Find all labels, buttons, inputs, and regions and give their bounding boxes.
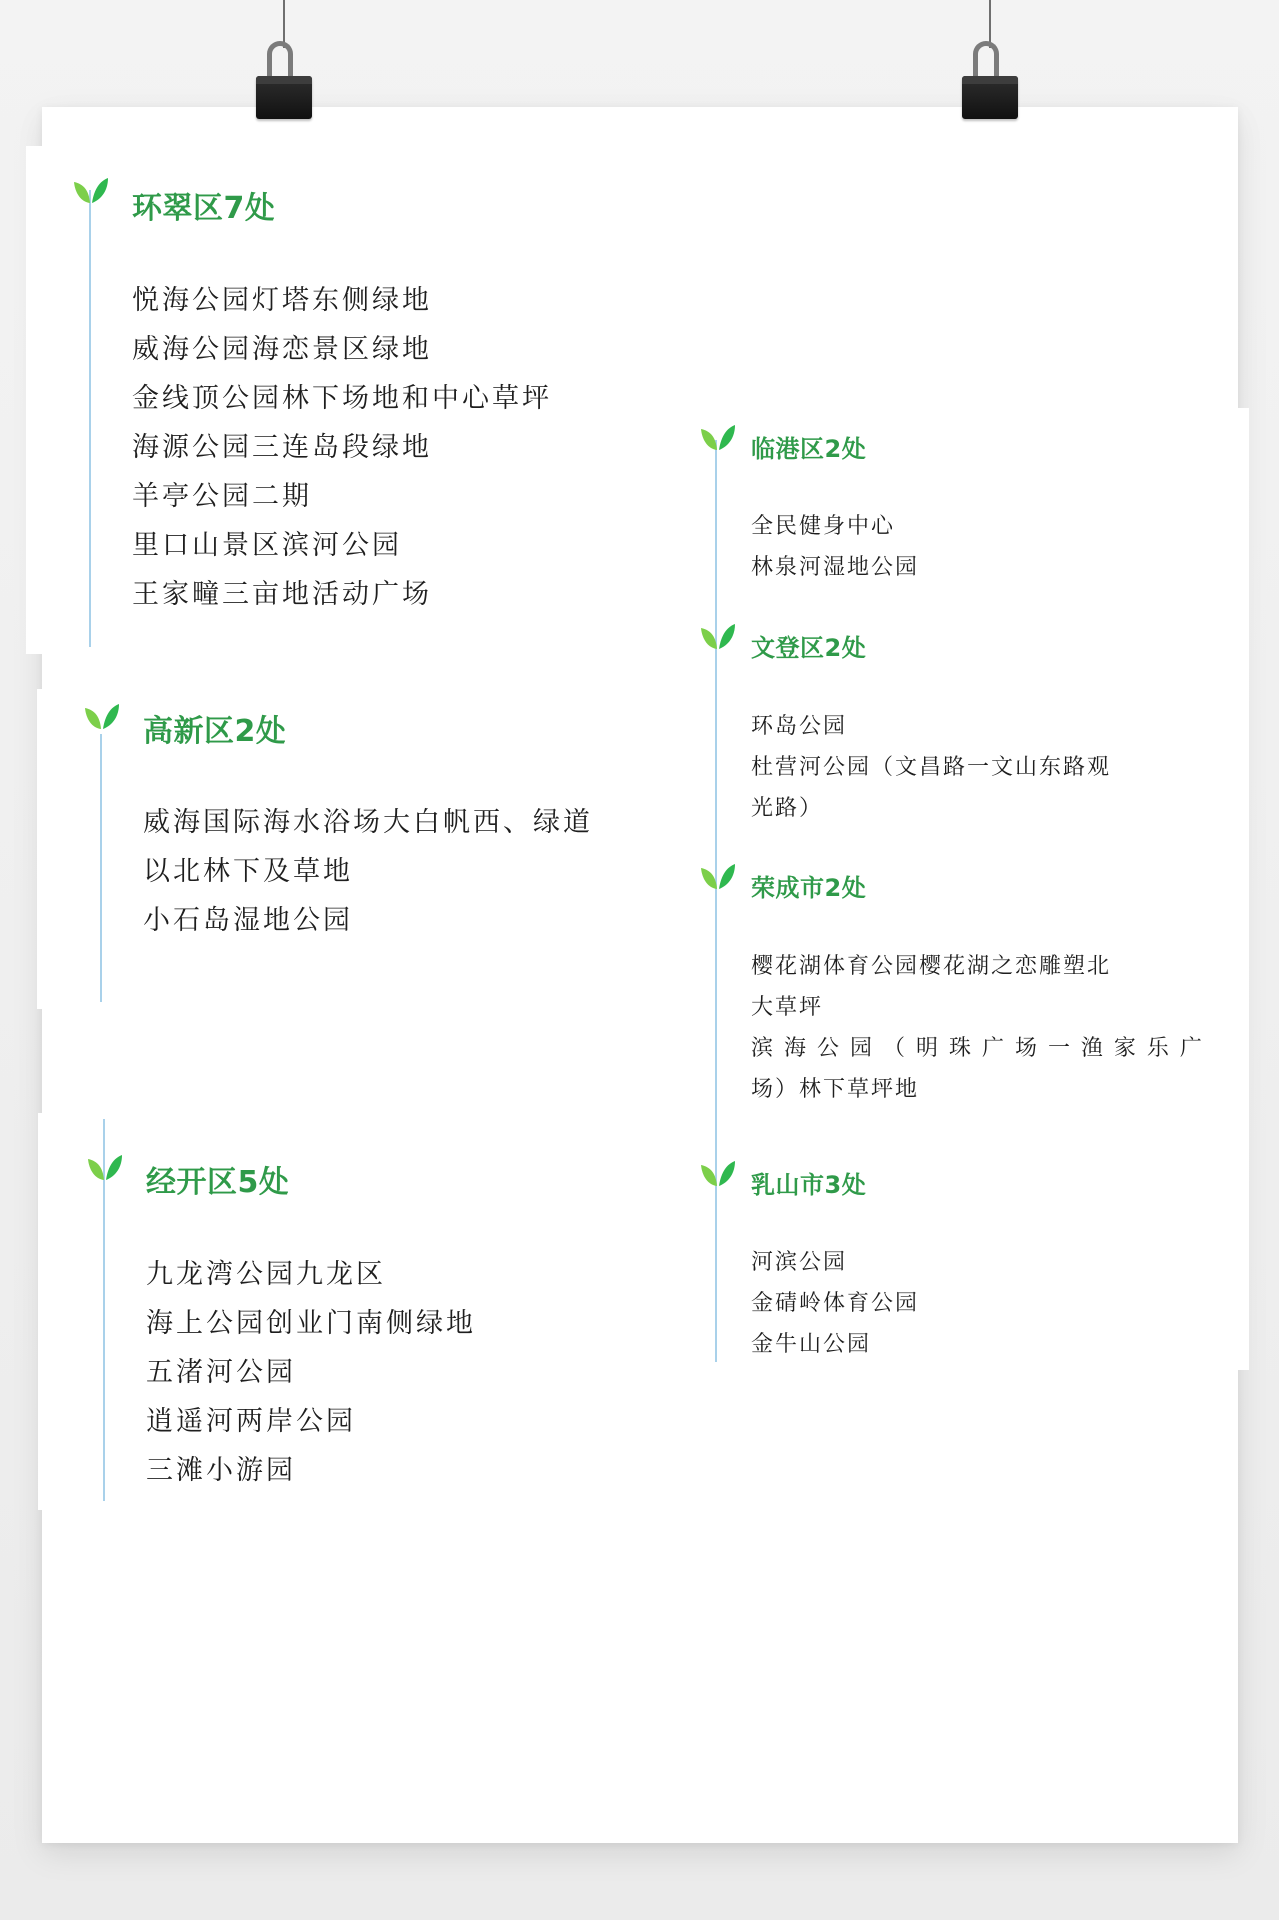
leaf-icon (699, 861, 737, 892)
list-item: 五渚河公园 (146, 1357, 296, 1388)
section-title-huancui: 环翠区7处 (132, 191, 276, 226)
list-huancui (132, 276, 552, 619)
list-item: 林泉河湿地公园 (751, 555, 920, 580)
clip-body (256, 76, 312, 119)
list-item: 以北林下及草地 (143, 856, 353, 887)
list-jingkai (146, 1250, 476, 1495)
clip-ring (973, 41, 999, 77)
section-title-rongcheng: 荣成市2处 (751, 874, 867, 902)
list-item: 威海公园海恋景区绿地 (132, 334, 432, 365)
timeline-right (715, 440, 717, 1362)
section-title-jingkai: 经开区5处 (146, 1165, 290, 1200)
list-item: 威海国际海水浴场大白帆西、绿道 (143, 807, 593, 838)
list-item: 樱花湖体育公园樱花湖之恋雕塑北 (751, 954, 1112, 979)
list-item: 场）林下草坪地 (751, 1077, 920, 1102)
leaf-icon (699, 422, 737, 453)
list-item: 三滩小游园 (146, 1455, 296, 1486)
list-lingang (751, 506, 919, 588)
list-item: 羊亭公园二期 (132, 481, 312, 512)
list-gaoxin (143, 798, 593, 945)
list-rongcheng (751, 946, 1204, 1110)
section-title-gaoxin: 高新区2处 (143, 714, 287, 749)
list-item: 金线顶公园林下场地和中心草坪 (132, 383, 552, 414)
list-wendeng (751, 706, 1111, 829)
timeline-gaoxin (100, 734, 102, 1002)
list-item: 里口山景区滨河公园 (132, 530, 402, 561)
section-title-rushan: 乳山市3处 (751, 1171, 867, 1199)
list-item: 滨 海 公 园 （ 明 珠 广 场 一 渔 家 乐 广 (751, 1036, 1204, 1061)
section-title-lingang: 临港区2处 (751, 435, 867, 463)
binder-clip-icon (252, 0, 316, 124)
list-item: 光路） (751, 796, 824, 821)
list-item: 悦海公园灯塔东侧绿地 (132, 285, 432, 316)
leaf-icon (86, 1152, 124, 1183)
list-item: 海源公园三连岛段绿地 (132, 432, 432, 463)
list-item: 九龙湾公园九龙区 (146, 1259, 386, 1290)
clip-ring (267, 41, 293, 77)
list-item: 环岛公园 (751, 714, 848, 739)
binder-clip-icon (958, 0, 1022, 124)
list-item: 全民健身中心 (751, 514, 896, 539)
list-item: 海上公园创业门南侧绿地 (146, 1308, 476, 1339)
timeline-huancui (89, 190, 91, 647)
list-item: 王家疃三亩地活动广场 (132, 579, 432, 610)
list-rushan (751, 1242, 919, 1365)
list-item: 小石岛湿地公园 (143, 905, 353, 936)
leaf-icon (83, 701, 121, 732)
list-item: 金牛山公园 (751, 1332, 872, 1357)
list-item: 金碃岭体育公园 (751, 1291, 920, 1316)
leaf-icon (699, 621, 737, 652)
clip-body (962, 76, 1018, 119)
list-item: 大草坪 (751, 995, 824, 1020)
list-item: 杜营河公园（文昌路一文山东路观 (751, 755, 1112, 780)
list-item: 逍遥河两岸公园 (146, 1406, 356, 1437)
section-title-wendeng: 文登区2处 (751, 634, 867, 662)
list-item: 河滨公园 (751, 1250, 848, 1275)
leaf-icon (72, 175, 110, 206)
leaf-icon (699, 1158, 737, 1189)
